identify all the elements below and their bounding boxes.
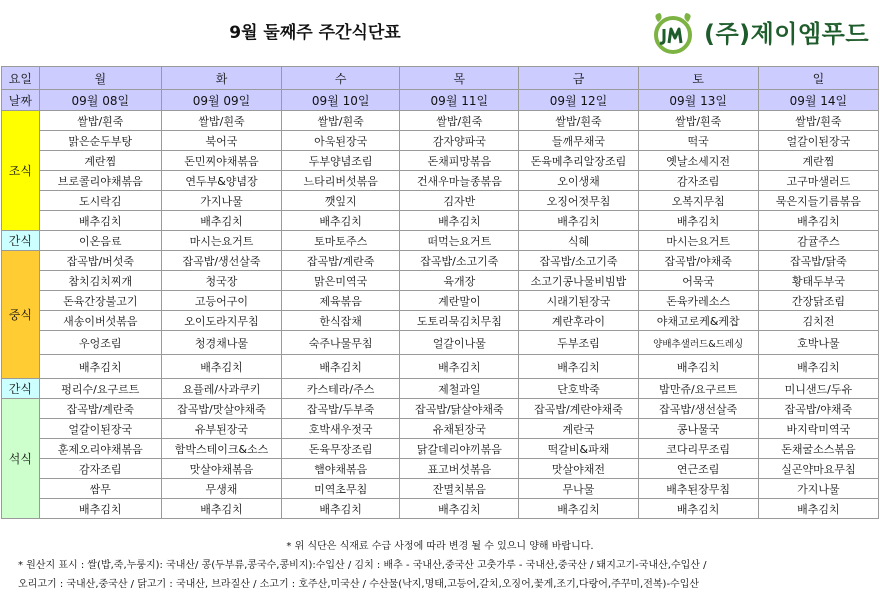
menu-item: 맑은순두부탕: [39, 131, 161, 151]
lunch-row: [2, 355, 879, 379]
menu-item: 실곤약마요무침: [758, 459, 878, 479]
menu-item: 햄야채볶음: [282, 459, 400, 479]
menu-item: 황태두부국: [758, 271, 878, 291]
menu-item: 계란말이: [400, 291, 519, 311]
menu-item: 함박스테이크&소스: [161, 439, 281, 459]
menu-item: 이온음료: [39, 231, 161, 251]
menu-item: 맑은미역국: [282, 271, 400, 291]
breakfast-row: [2, 171, 879, 191]
date-cell: 09월 10일: [282, 90, 400, 111]
menu-item: 연두부&양념장: [161, 171, 281, 191]
menu-item: 마시는요거트: [161, 231, 281, 251]
page-title: 9월 둘째주 주간식단표: [229, 23, 401, 43]
menu-item: 김치전: [758, 311, 878, 331]
menu-item: 훈제오리야채볶음: [39, 439, 161, 459]
menu-item: 얼갈이된장국: [758, 131, 878, 151]
menu-item: 우엉조림: [39, 331, 161, 355]
menu-item: 옛날소세지전: [638, 151, 758, 171]
lunch-row: [2, 291, 879, 311]
menu-item: 고등어구이: [161, 291, 281, 311]
day-cell: 금: [519, 67, 638, 90]
lunch-row: [2, 251, 879, 271]
snack2-label: 간식: [2, 379, 40, 399]
menu-item: 바지락미역국: [758, 419, 878, 439]
menu-item: 감자조림: [39, 459, 161, 479]
breakfast-row: [2, 191, 879, 211]
date-cell: 09월 11일: [400, 90, 519, 111]
menu-item: 계란찜: [758, 151, 878, 171]
date-cell: 09월 12일: [519, 90, 638, 111]
menu-item: 쌀밥/흰죽: [519, 111, 638, 131]
menu-item: 잡곡밥/소고기죽: [519, 251, 638, 271]
menu-item: 마시는요거트: [638, 231, 758, 251]
menu-item: 잡곡밥/생선살죽: [638, 399, 758, 419]
menu-item: 도시락김: [39, 191, 161, 211]
menu-item: 제철과일: [400, 379, 519, 399]
menu-item: 참치김치찌개: [39, 271, 161, 291]
breakfast-row: [2, 111, 879, 131]
menu-item: 식혜: [519, 231, 638, 251]
menu-item: 배추김치: [758, 355, 878, 379]
day-cell: 일: [758, 67, 878, 90]
menu-item: 맛살야채볶음: [161, 459, 281, 479]
menu-item: 한식잡채: [282, 311, 400, 331]
menu-item: 콩나물국: [638, 419, 758, 439]
day-row-label: 요일: [2, 67, 40, 90]
menu-item: 돈민찌야채볶음: [161, 151, 281, 171]
menu-item: 단호박죽: [519, 379, 638, 399]
menu-item: 배추김치: [400, 499, 519, 519]
menu-item: 잡곡밥/야채죽: [758, 399, 878, 419]
menu-item: 밤만쥬/요구르트: [638, 379, 758, 399]
menu-item: 김자반: [400, 191, 519, 211]
menu-item: 두부양념조림: [282, 151, 400, 171]
day-cell: 수: [282, 67, 400, 90]
origin-info-line1: * 원산지 표시 : 쌀(밥,죽,누룽지): 국내산/ 콩(두부류,콩국수,콩비지):수입산 / 김치 : 배추 - 국내산,중국산 고춧가루 - 국내산,중국산 / 돼지고기-국내산,수입산 /: [18, 560, 707, 571]
menu-item: 연근조림: [638, 459, 758, 479]
menu-item: 유부된장국: [161, 419, 281, 439]
menu-item: 숙주나물무침: [282, 331, 400, 355]
menu-item: 오복지무침: [638, 191, 758, 211]
menu-item: 계란후라이: [519, 311, 638, 331]
breakfast-row: [2, 151, 879, 171]
menu-item: 감자양파국: [400, 131, 519, 151]
leaf-logo-icon: [650, 12, 696, 54]
menu-item: 묵은지들기름볶음: [758, 191, 878, 211]
menu-item: 잡곡밥/계란죽: [39, 399, 161, 419]
menu-item: 잡곡밥/생선살죽: [161, 251, 281, 271]
menu-item: 쌀밥/흰죽: [400, 111, 519, 131]
menu-item: 잡곡밥/야채죽: [638, 251, 758, 271]
company-logo: [646, 8, 876, 58]
snack1-row: [2, 231, 879, 251]
menu-item: 소고기콩나물비빔밥: [519, 271, 638, 291]
menu-item: 깻잎지: [282, 191, 400, 211]
date-cell: 09월 13일: [638, 90, 758, 111]
menu-item: 배추김치: [282, 211, 400, 231]
menu-item: 떠먹는요거트: [400, 231, 519, 251]
menu-item: 배추김치: [282, 355, 400, 379]
menu-item: 고구마샐러드: [758, 171, 878, 191]
menu-item: 펑리수/요구르트: [39, 379, 161, 399]
menu-item: 닭갈데리야끼볶음: [400, 439, 519, 459]
menu-item: 잡곡밥/계란야채죽: [519, 399, 638, 419]
menu-item: 건새우마늘종볶음: [400, 171, 519, 191]
lunch-row: [2, 331, 879, 355]
page-header: [0, 0, 880, 66]
day-cell: 월: [39, 67, 161, 90]
menu-item: 잡곡밥/맛살야채죽: [161, 399, 281, 419]
menu-item: 감귤주스: [758, 231, 878, 251]
menu-item: 잡곡밥/버섯죽: [39, 251, 161, 271]
menu-item: 배추김치: [400, 355, 519, 379]
snack2-row: [2, 379, 879, 399]
lunch-row: [2, 271, 879, 291]
day-row: [2, 67, 879, 90]
menu-item: 제육볶음: [282, 291, 400, 311]
date-row: [2, 90, 879, 111]
dinner-row: [2, 419, 879, 439]
menu-item: 들깨무채국: [519, 131, 638, 151]
menu-item: 얼갈이된장국: [39, 419, 161, 439]
snack1-label: 간식: [2, 231, 40, 251]
menu-item: 잡곡밥/계란죽: [282, 251, 400, 271]
menu-item: 무나물: [519, 479, 638, 499]
menu-item: 쌀밥/흰죽: [638, 111, 758, 131]
date-cell: 09월 08일: [39, 90, 161, 111]
menu-item: 두부조림: [519, 331, 638, 355]
menu-item: 오이도라지무침: [161, 311, 281, 331]
menu-item: 감자조림: [638, 171, 758, 191]
menu-item: 배추김치: [161, 355, 281, 379]
menu-item: 미역초무침: [282, 479, 400, 499]
menu-item: 돈육간장불고기: [39, 291, 161, 311]
menu-item: 배추김치: [638, 211, 758, 231]
menu-item: 떡갈비&파채: [519, 439, 638, 459]
dinner-row: [2, 439, 879, 459]
menu-item: 돈육메추리알장조림: [519, 151, 638, 171]
menu-item: 돈채굴소스볶음: [758, 439, 878, 459]
menu-item: 계란국: [519, 419, 638, 439]
menu-item: 떡국: [638, 131, 758, 151]
dinner-row: [2, 399, 879, 419]
menu-item: 토마토주스: [282, 231, 400, 251]
day-cell: 토: [638, 67, 758, 90]
menu-item: 배추김치: [282, 499, 400, 519]
menu-item: 시래기된장국: [519, 291, 638, 311]
menu-item: 어묵국: [638, 271, 758, 291]
menu-item: 쌀밥/흰죽: [758, 111, 878, 131]
dinner-row: [2, 479, 879, 499]
date-cell: 09월 14일: [758, 90, 878, 111]
menu-item: 배추김치: [758, 211, 878, 231]
menu-item: 청경채나물: [161, 331, 281, 355]
menu-item: 배추된장무침: [638, 479, 758, 499]
menu-item: 새송이버섯볶음: [39, 311, 161, 331]
menu-item: 표고버섯볶음: [400, 459, 519, 479]
menu-item: 배추김치: [519, 211, 638, 231]
menu-item: 배추김치: [519, 499, 638, 519]
menu-item: 북어국: [161, 131, 281, 151]
menu-item: 쌀밥/흰죽: [282, 111, 400, 131]
menu-item: 잡곡밥/두부죽: [282, 399, 400, 419]
menu-item: 배추김치: [39, 211, 161, 231]
menu-item: 잡곡밥/소고기죽: [400, 251, 519, 271]
menu-item: 도토리묵김치무침: [400, 311, 519, 331]
menu-item: 배추김치: [161, 499, 281, 519]
menu-item: 배추김치: [519, 355, 638, 379]
menu-item: 브로콜리야채볶음: [39, 171, 161, 191]
menu-item: 야채고로케&케찹: [638, 311, 758, 331]
menu-item: 유채된장국: [400, 419, 519, 439]
menu-item: 청국장: [161, 271, 281, 291]
menu-item: 오징어젓무침: [519, 191, 638, 211]
menu-item: 배추김치: [638, 355, 758, 379]
menu-item: 무생채: [161, 479, 281, 499]
menu-item: 간장닭조림: [758, 291, 878, 311]
menu-item: 오이생채: [519, 171, 638, 191]
notice-text: * 위 식단은 식재료 수급 사정에 따라 변경 될 수 있으니 양해 바랍니다.: [286, 541, 594, 552]
lunch-label: 중식: [2, 251, 40, 379]
menu-item: 쌈무: [39, 479, 161, 499]
day-cell: 목: [400, 67, 519, 90]
day-cell: 화: [161, 67, 281, 90]
menu-item: 얼갈이나물: [400, 331, 519, 355]
menu-item: 돈육무장조림: [282, 439, 400, 459]
menu-item: 쌀밥/흰죽: [161, 111, 281, 131]
menu-item: 느타리버섯볶음: [282, 171, 400, 191]
menu-item: 미니샌드/두유: [758, 379, 878, 399]
menu-item: 호박새우젓국: [282, 419, 400, 439]
breakfast-label: 조식: [2, 111, 40, 231]
menu-item: 계란찜: [39, 151, 161, 171]
menu-item: 양배추샐러드&드레싱: [638, 331, 758, 355]
menu-item: 잔멸치볶음: [400, 479, 519, 499]
menu-item: 아욱된장국: [282, 131, 400, 151]
date-cell: 09월 09일: [161, 90, 281, 111]
menu-item: 맛살야채전: [519, 459, 638, 479]
menu-item: 쌀밥/흰죽: [39, 111, 161, 131]
menu-item: 육개장: [400, 271, 519, 291]
menu-item: 잡곡밥/닭죽: [758, 251, 878, 271]
menu-item: 배추김치: [161, 211, 281, 231]
menu-item: 배추김치: [758, 499, 878, 519]
menu-item: 배추김치: [638, 499, 758, 519]
menu-item: 돈육카레소스: [638, 291, 758, 311]
menu-item: 요플레/사과쿠키: [161, 379, 281, 399]
menu-item: 가지나물: [161, 191, 281, 211]
dinner-row: [2, 459, 879, 479]
menu-item: 카스테라/주스: [282, 379, 400, 399]
lunch-row: [2, 311, 879, 331]
breakfast-row: [2, 131, 879, 151]
origin-info-line2: 오리고기 : 국내산,중국산 / 닭고기 : 국내산, 브라질산 / 소고기 : 호주산,미국산 / 수산물(낙지,명태,고등어,갈치,오징어,꽃게,조기,다랑어,주꾸미,전복)-수입산: [18, 579, 700, 590]
notes-section: [0, 535, 880, 596]
dinner-label: 석식: [2, 399, 40, 519]
breakfast-row: [2, 211, 879, 231]
menu-item: 배추김치: [400, 211, 519, 231]
dinner-row: [2, 499, 879, 519]
weekly-menu-table: [1, 66, 879, 519]
menu-item: 가지나물: [758, 479, 878, 499]
menu-item: 배추김치: [39, 355, 161, 379]
date-row-label: 날짜: [2, 90, 40, 111]
menu-item: 호박나물: [758, 331, 878, 355]
menu-item: 배추김치: [39, 499, 161, 519]
menu-item: 돈채피망볶음: [400, 151, 519, 171]
menu-item: 잡곡밥/닭살야채죽: [400, 399, 519, 419]
menu-item: 코다리무조림: [638, 439, 758, 459]
logo-text: (주)제이엠푸드: [704, 20, 870, 48]
